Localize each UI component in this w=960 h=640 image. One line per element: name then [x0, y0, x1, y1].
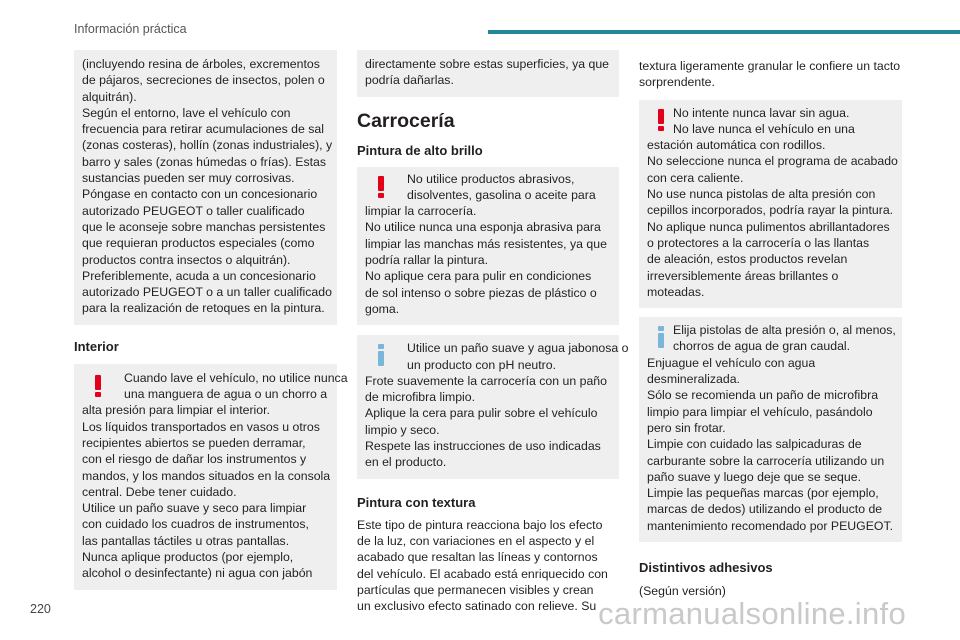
- text-line: textura ligeramente granular le confiere un tacto: [639, 59, 901, 73]
- text-line: limpiar la carrocería.: [365, 204, 477, 219]
- text-line: cepillos incorporados, podría rayar la pintura.: [647, 203, 894, 218]
- info-box-pintura-brillo: [357, 335, 629, 478]
- text-line: directamente sobre estas superficies, ya que: [365, 57, 610, 71]
- text-line: Preferiblemente, acuda a un concesionario: [82, 268, 316, 283]
- text-line: alcohol o desinfectante) ni agua con jabón: [82, 566, 313, 581]
- text-line: mantenimiento recomendado por PEUGEOT.: [647, 518, 894, 533]
- pintura-alto-brillo-heading: Pintura de alto brillo: [357, 142, 483, 158]
- text-line: No lave nunca el vehículo en una: [673, 121, 855, 136]
- info-box-lavado: [639, 317, 902, 542]
- text-line: barro y sales (zonas húmedas o frías). Estas: [82, 154, 326, 169]
- text-line: Aplique la cera para pulir sobre el vehículo: [365, 406, 598, 421]
- text-line: que requieran productos especiales (como: [82, 236, 315, 251]
- column-3: [639, 50, 902, 599]
- text-line: las pantallas táctiles u otras pantallas.: [82, 533, 290, 548]
- header-accent-bar: [488, 30, 960, 34]
- text-line: con el riesgo de dañar los instrumentos y: [82, 452, 307, 467]
- text-line: limpio y seco.: [365, 422, 440, 437]
- text-line: alta presión para limpiar el interior.: [82, 403, 270, 418]
- text-line: (incluyendo resina de árboles, excrementos: [82, 57, 320, 71]
- info-icon: [369, 343, 393, 367]
- section-title: Información práctica: [74, 22, 187, 36]
- text-line: una manguera de agua o un chorro a: [124, 387, 328, 402]
- text-line: moteadas.: [647, 284, 705, 299]
- text-line: desmineralizada.: [647, 372, 740, 387]
- text-line: de aleación, estos productos revelan: [647, 252, 848, 267]
- info-icon: [649, 325, 673, 349]
- text-line: limpio para limpiar el vehículo, pasándolo: [647, 404, 873, 419]
- text-line: No intente nunca lavar sin agua.: [673, 105, 850, 120]
- text-line: un producto con pH neutro.: [407, 357, 557, 372]
- text-line: partículas que permanecen visibles y crean: [357, 582, 594, 597]
- text-line: Utilice un paño suave y seco para limpiar: [82, 501, 307, 516]
- text-line: de pájaros, secreciones de insectos, polen o: [82, 73, 325, 88]
- text-line: autorizado PEUGEOT o taller cualificado: [82, 203, 305, 218]
- text-line: frecuencia para retirar acumulaciones de sal: [82, 122, 324, 137]
- text-line: No seleccione nunca el programa de acabado: [647, 154, 898, 169]
- pintura-textura-paragraph: [357, 517, 619, 615]
- text-line: con cuidado los cuadros de instrumentos,: [82, 517, 309, 532]
- text-line: central. Debe tener cuidado.: [82, 484, 237, 499]
- text-line: o protectores a la carrocería o las llantas: [647, 235, 870, 250]
- text-line: carburante sobre la carrocería utilizando un: [647, 453, 885, 468]
- segun-version-text: (Según versión): [639, 584, 726, 599]
- text-line: pero sin frotar.: [647, 420, 726, 435]
- text-line: sorprendente.: [639, 75, 715, 90]
- column-2: [357, 50, 629, 614]
- text-line: Sólo se recomienda un paño de microfibra: [647, 388, 879, 403]
- distintivos-adhesivos-heading: Distintivos adhesivos: [639, 560, 773, 576]
- text-line: Según el entorno, lave el vehículo con: [82, 105, 291, 120]
- text-line: mandos, y los mandos situados en la consola: [82, 468, 331, 483]
- text-line: para la realización de retoques en la pintura.: [82, 301, 325, 316]
- text-line: autorizado PEUGEOT o a un taller cualificado: [82, 285, 332, 300]
- text-line: estación automática con rodillos.: [647, 138, 826, 153]
- warning-exclamation-icon: [649, 108, 673, 132]
- text-line: con cera caliente.: [647, 170, 744, 185]
- text-line: Limpie con cuidado las salpicaduras de: [647, 437, 862, 452]
- watermark: carmanualsonline.info: [598, 596, 906, 631]
- text-line: chorros de agua de gran caudal.: [673, 339, 851, 354]
- text-line: No aplique nunca pulimentos abrillantadores: [647, 219, 890, 234]
- note-box-continued: [74, 50, 337, 325]
- warning-exclamation-icon: [369, 175, 393, 199]
- warning-exclamation-icon: [86, 374, 110, 398]
- text-line: No utilice productos abrasivos,: [407, 171, 575, 186]
- textura-continued-paragraph: [639, 58, 902, 91]
- text-line: en el producto.: [365, 455, 447, 470]
- text-line: de la luz, con variaciones en el aspecto y el: [357, 533, 595, 548]
- text-line: disolventes, gasolina o aceite para: [407, 187, 596, 202]
- text-line: del vehículo. El acabado está enriquecido con: [357, 566, 608, 581]
- text-line: Enjuague el vehículo con agua: [647, 355, 816, 370]
- text-line: Los líquidos transportados en vasos u otros: [82, 419, 320, 434]
- text-line: Limpie las pequeñas marcas (por ejemplo,: [647, 486, 879, 501]
- text-line: Elija pistolas de alta presión o, al menos,: [673, 323, 896, 338]
- text-line: un exclusivo efecto satinado con relieve. Su: [357, 599, 597, 614]
- text-line: podría rallar la pintura.: [365, 253, 489, 268]
- text-line: de microfibra limpio.: [365, 390, 476, 405]
- text-line: Póngase en contacto con un concesionario: [82, 187, 318, 202]
- text-line: Frote suavemente la carrocería con un paño: [365, 373, 607, 388]
- text-line: goma.: [365, 301, 400, 316]
- text-line: Respete las instrucciones de uso indicadas: [365, 439, 601, 454]
- column-1: [74, 50, 348, 590]
- text-line: (zonas costeras), hollín (zonas industriales), y: [82, 138, 333, 153]
- text-line: Este tipo de pintura reacciona bajo los efecto: [357, 517, 603, 532]
- text-line: productos contra insectos o alquitrán).: [82, 252, 291, 267]
- text-line: No use nunca pistolas de alta presión con: [647, 187, 876, 202]
- carroceria-heading: Carrocería: [357, 109, 455, 132]
- text-line: alquitrán).: [82, 89, 137, 104]
- text-line: No aplique cera para pulir en condiciones: [365, 269, 592, 284]
- text-line: marcas de dedos) utilizando el producto de: [647, 502, 883, 517]
- warning-box-continued: [357, 50, 619, 97]
- text-line: que le aconseje sobre manchas persistentes: [82, 219, 326, 234]
- text-line: Nunca aplique productos (por ejemplo,: [82, 550, 294, 565]
- text-line: podría dañarlas.: [365, 73, 454, 88]
- pintura-textura-heading: Pintura con textura: [357, 494, 476, 510]
- text-line: Utilice un paño suave y agua jabonosa o: [407, 341, 629, 356]
- text-line: de sol intenso o sobre piezas de plástico o: [365, 285, 597, 300]
- interior-heading: Interior: [74, 338, 119, 354]
- text-line: Cuando lave el vehículo, no utilice nunca: [124, 370, 348, 385]
- text-line: recipientes abiertos se pueden derramar,: [82, 435, 306, 450]
- page-number: 220: [30, 602, 51, 616]
- warning-box-interior: [74, 364, 348, 590]
- warning-box-pintura-brillo: [357, 167, 619, 326]
- text-line: irreversiblemente áreas brillantes o: [647, 268, 839, 283]
- text-line: acabado que resaltan las líneas y contornos: [357, 550, 598, 565]
- warning-box-lavado: [639, 100, 902, 309]
- text-line: paño suave y luego deje que se seque.: [647, 469, 861, 484]
- text-line: sustancias pueden ser muy corrosivas.: [82, 171, 295, 186]
- text-line: limpiar las manchas más resistentes, ya que: [365, 236, 607, 251]
- text-line: No utilice nunca una esponja abrasiva para: [365, 220, 601, 235]
